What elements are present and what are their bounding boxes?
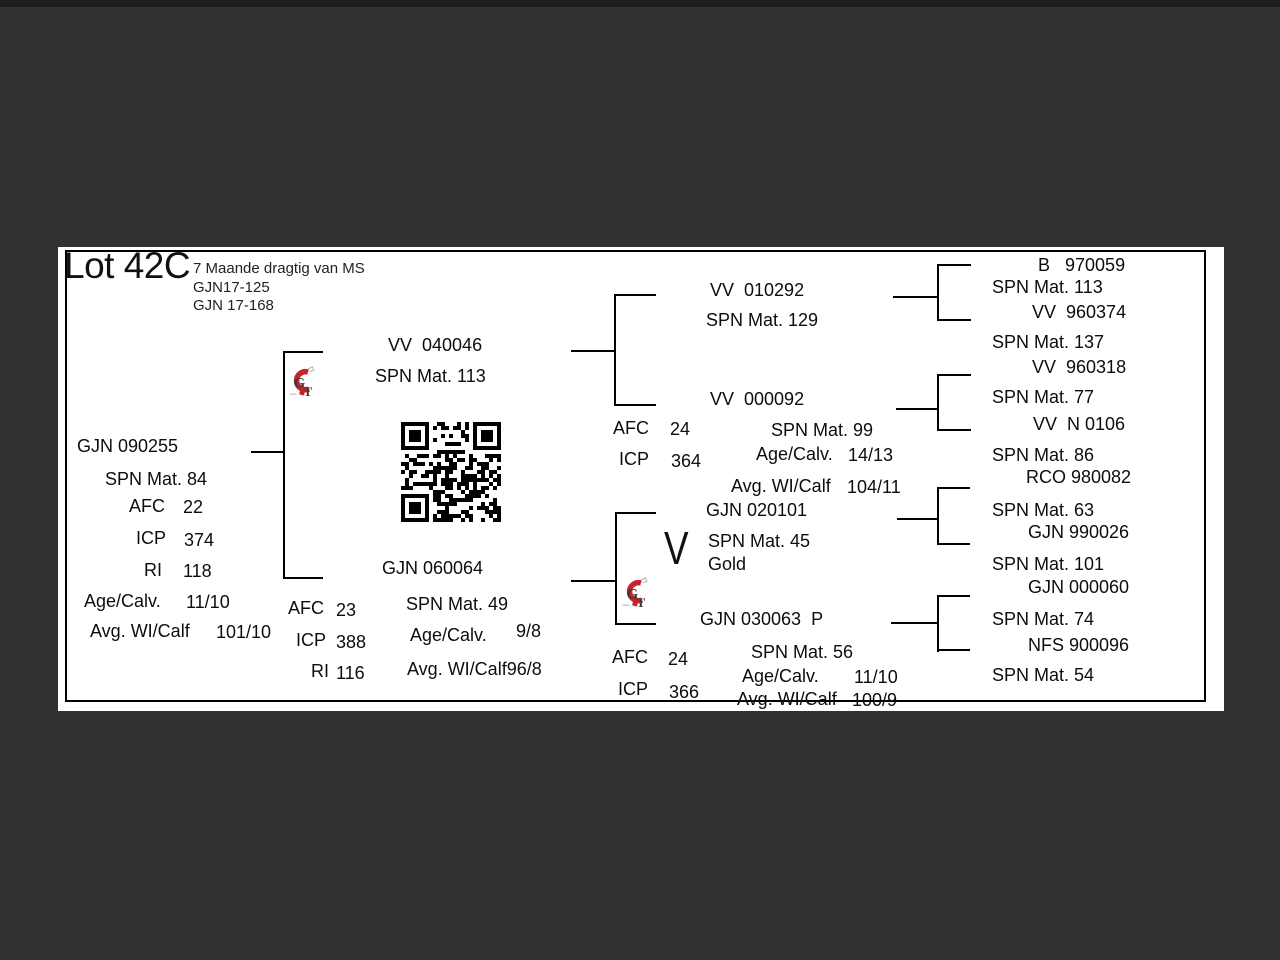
subject-ri-label: RI xyxy=(144,560,162,580)
sire-dam-avg-label: Avg. WI/Calf xyxy=(731,476,831,496)
pedigree-connector-line xyxy=(896,408,939,410)
pedigree-connector-line xyxy=(937,429,971,431)
subject-avg-value: 101/10 xyxy=(216,622,272,642)
dam-dam-afc-value: 24 xyxy=(668,649,689,669)
pedigree-connector-line xyxy=(937,374,971,376)
dam-spn: SPN Mat. 49 xyxy=(406,594,509,614)
ancestor-spn: SPN Mat. 113 xyxy=(992,277,1103,297)
header-note-line1: 7 Maande dragtig van MS xyxy=(193,260,365,277)
svg-text:T: T xyxy=(636,595,646,610)
sire-id: VV 040046 xyxy=(388,335,483,355)
header-note-line2: GJN17-125 xyxy=(193,279,270,296)
dam-ri-label: RI xyxy=(311,661,329,681)
ancestor-spn: SPN Mat. 137 xyxy=(992,332,1105,352)
pedigree-connector-line xyxy=(937,264,939,321)
pedigree-connector-line xyxy=(937,374,939,431)
subject-age-value: 11/10 xyxy=(186,592,230,612)
pedigree-connector-line xyxy=(283,351,285,579)
sire-sire-id: VV 010292 xyxy=(710,280,805,300)
dam-dam-icp-value: 366 xyxy=(669,682,700,702)
dam-dam-avg-value: 100/9 xyxy=(852,690,898,710)
subject-spn: SPN Mat. 84 xyxy=(105,469,208,489)
lot-title: Lot 42C xyxy=(64,245,191,286)
ancestor-id: VV 960318 xyxy=(1032,357,1127,377)
ancestor-id: VV 960374 xyxy=(1032,302,1127,322)
sire-dam-afc-label: AFC xyxy=(613,418,649,438)
sire-sire-spn: SPN Mat. 129 xyxy=(706,310,819,330)
dam-sire-spn: SPN Mat. 45 xyxy=(708,531,811,551)
subject-id: GJN 090255 xyxy=(77,436,179,456)
dam-avg-combined: Avg. WI/Calf96/8 xyxy=(407,659,542,679)
ancestor-spn: SPN Mat. 54 xyxy=(992,665,1095,685)
svg-text:T: T xyxy=(303,384,313,399)
subject-ri-value: 118 xyxy=(183,561,212,581)
dam-dam-avg-label: Avg. WI/Calf xyxy=(737,689,837,709)
sire-dam-id: VV 000092 xyxy=(710,389,805,409)
dam-sire-note: Gold xyxy=(708,554,747,574)
dam-icp-label: ICP xyxy=(296,630,327,650)
dam-sire-letter: V xyxy=(664,522,689,574)
gt-stud-logo-icon xyxy=(620,576,650,610)
dam-id: GJN 060064 xyxy=(382,558,484,578)
dam-dam-id: GJN 030063 P xyxy=(700,609,824,629)
pedigree-connector-line xyxy=(571,350,616,352)
sire-spn: SPN Mat. 113 xyxy=(375,366,486,386)
subject-icp-label: ICP xyxy=(136,528,167,548)
ancestor-spn: SPN Mat. 86 xyxy=(992,445,1095,465)
pedigree-connector-line xyxy=(937,595,939,652)
dam-dam-age-value: 11/10 xyxy=(854,667,898,687)
pedigree-connector-line xyxy=(614,294,616,406)
sire-dam-icp-label: ICP xyxy=(619,449,650,469)
ancestor-id: B 970059 xyxy=(1038,255,1126,275)
subject-avg-label: Avg. WI/Calf xyxy=(90,621,190,641)
pedigree-connector-line xyxy=(937,543,970,545)
pedigree-connector-line xyxy=(891,622,939,624)
pedigree-connector-line xyxy=(615,623,656,625)
dam-icp-value: 388 xyxy=(336,632,367,652)
top-edge-strip xyxy=(0,0,1280,7)
dam-afc-label: AFC xyxy=(288,598,324,618)
ancestor-id: NFS 900096 xyxy=(1028,635,1130,655)
ancestor-id: GJN 000060 xyxy=(1028,577,1130,597)
ancestor-spn: SPN Mat. 101 xyxy=(992,554,1105,574)
sire-dam-spn: SPN Mat. 99 xyxy=(771,420,874,440)
pedigree-connector-line xyxy=(615,512,617,625)
ancestor-id: RCO 980082 xyxy=(1026,467,1132,487)
sire-dam-age-label: Age/Calv. xyxy=(756,444,833,464)
pedigree-connector-line xyxy=(893,296,939,298)
pedigree-connector-line xyxy=(937,264,971,266)
subject-age-label: Age/Calv. xyxy=(84,591,161,611)
dam-afc-value: 23 xyxy=(336,600,357,620)
ancestor-id: GJN 990026 xyxy=(1028,522,1130,542)
sire-dam-icp-value: 364 xyxy=(671,451,702,471)
gt-stud-logo-icon xyxy=(287,365,317,399)
pedigree-connector-line xyxy=(937,319,971,321)
header-note-line3: GJN 17-168 xyxy=(193,297,274,314)
dam-dam-afc-label: AFC xyxy=(612,647,648,667)
pedigree-connector-line xyxy=(571,580,617,582)
pedigree-connector-line xyxy=(283,577,323,579)
pedigree-connector-line xyxy=(937,649,970,651)
dam-age-value: 9/8 xyxy=(516,621,542,641)
sire-dam-age-value: 14/13 xyxy=(848,445,894,465)
dam-dam-age-label: Age/Calv. xyxy=(742,666,819,686)
qr-code xyxy=(401,422,501,522)
pedigree-connector-line xyxy=(251,451,285,453)
ancestor-spn: SPN Mat. 63 xyxy=(992,500,1095,520)
subject-afc-value: 22 xyxy=(183,497,204,517)
pedigree-connector-line xyxy=(615,512,656,514)
pedigree-connector-line xyxy=(937,595,970,597)
subject-afc-label: AFC xyxy=(129,496,165,516)
dam-ri-value: 116 xyxy=(336,663,365,683)
pedigree-connector-line xyxy=(614,404,656,406)
ancestor-spn: SPN Mat. 77 xyxy=(992,387,1095,407)
dam-sire-id: GJN 020101 xyxy=(706,500,808,520)
pedigree-connector-line xyxy=(937,487,939,545)
pedigree-connector-line xyxy=(937,487,970,489)
pedigree-connector-line xyxy=(283,351,323,353)
sire-dam-avg-value: 104/11 xyxy=(847,477,901,497)
ancestor-spn: SPN Mat. 74 xyxy=(992,609,1095,629)
svg-text:G: G xyxy=(293,375,306,392)
subject-icp-value: 374 xyxy=(184,530,215,550)
dam-dam-icp-label: ICP xyxy=(618,679,649,699)
pedigree-connector-line xyxy=(897,518,939,520)
svg-text:G: G xyxy=(626,586,639,603)
dam-dam-spn: SPN Mat. 56 xyxy=(751,642,854,662)
dam-age-label: Age/Calv. xyxy=(410,625,487,645)
sire-dam-afc-value: 24 xyxy=(670,419,691,439)
pedigree-connector-line xyxy=(614,294,656,296)
ancestor-id: VV N 0106 xyxy=(1033,414,1126,434)
